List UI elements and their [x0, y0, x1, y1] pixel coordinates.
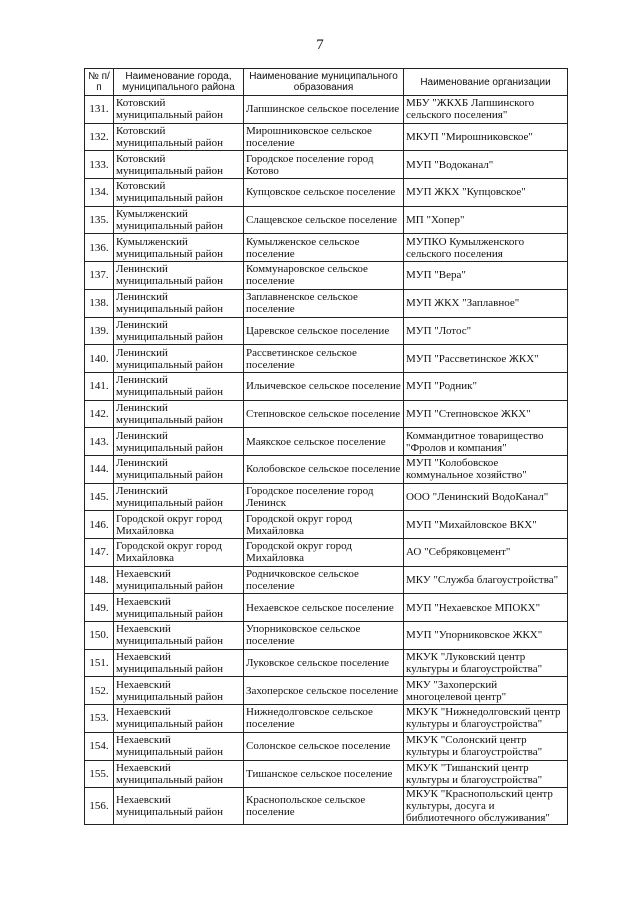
row-number-cell: 145.	[85, 483, 114, 511]
table-row	[85, 539, 568, 567]
district-cell: Ленинский муниципальный район	[114, 455, 244, 483]
header-district: Наименование города, муниципального района	[114, 69, 244, 96]
table-row	[85, 428, 568, 456]
organization-cell: МУП ЖКХ "Заплавное"	[404, 289, 568, 317]
organization-cell: МБУ "ЖКХБ Лапшинского сельского поселения"	[404, 96, 568, 124]
municipality-cell: Колобовское сельское поселение	[244, 455, 404, 483]
municipality-cell: Рассветинское сельское поселение	[244, 345, 404, 373]
row-number-cell: 147.	[85, 539, 114, 567]
district-cell: Ленинский муниципальный район	[114, 345, 244, 373]
row-number-cell: 140.	[85, 345, 114, 373]
row-number-cell: 153.	[85, 705, 114, 733]
table-row	[85, 483, 568, 511]
organization-cell: МКУК "Солонский центр культуры и благоустройства"	[404, 732, 568, 760]
row-number-cell: 133.	[85, 151, 114, 179]
row-number-cell: 141.	[85, 372, 114, 400]
organization-cell: МКУ "Служба благоустройства"	[404, 566, 568, 594]
row-number-cell: 150.	[85, 622, 114, 650]
table-body	[85, 96, 568, 825]
municipality-cell: Городское поселение город Котово	[244, 151, 404, 179]
table-row	[85, 317, 568, 345]
table-row	[85, 705, 568, 733]
organization-cell: МУП "Михайловское ВКХ"	[404, 511, 568, 539]
table-row	[85, 400, 568, 428]
organization-cell: МКУК "Нижнедолговский центр культуры и благоустройства"	[404, 705, 568, 733]
row-number-cell: 142.	[85, 400, 114, 428]
district-cell: Ленинский муниципальный район	[114, 317, 244, 345]
table-row	[85, 455, 568, 483]
municipality-cell: Слащевское сельское поселение	[244, 206, 404, 234]
municipality-cell: Городской округ город Михайловка	[244, 539, 404, 567]
table-row	[85, 234, 568, 262]
page-number: 7	[316, 37, 324, 53]
organization-cell: МП "Хопер"	[404, 206, 568, 234]
municipality-cell: Городское поселение город Ленинск	[244, 483, 404, 511]
district-cell: Ленинский муниципальный район	[114, 372, 244, 400]
table-row	[85, 151, 568, 179]
row-number-cell: 132.	[85, 123, 114, 151]
table-row	[85, 788, 568, 825]
municipality-cell: Краснопольское сельское поселение	[244, 788, 404, 825]
district-cell: Городской округ город Михайловка	[114, 539, 244, 567]
municipality-cell: Кумылженское сельское поселение	[244, 234, 404, 262]
row-number-cell: 155.	[85, 760, 114, 788]
municipality-cell: Лапшинское сельское поселение	[244, 96, 404, 124]
table-row	[85, 732, 568, 760]
district-cell: Нехаевский муниципальный район	[114, 677, 244, 705]
district-cell: Нехаевский муниципальный район	[114, 705, 244, 733]
district-cell: Ленинский муниципальный район	[114, 262, 244, 290]
row-number-cell: 139.	[85, 317, 114, 345]
organization-cell: МУП "Родник"	[404, 372, 568, 400]
district-cell: Котовский муниципальный район	[114, 96, 244, 124]
table-header-row	[85, 69, 568, 96]
table-row	[85, 760, 568, 788]
organization-cell: МУП "Упорниковское ЖКХ"	[404, 622, 568, 650]
row-number-cell: 131.	[85, 96, 114, 124]
table-row	[85, 262, 568, 290]
organization-cell: МКУК "Краснопольский центр культуры, досуга и библиотечного обслуживания"	[404, 788, 568, 825]
organization-cell: МУП "Рассветинское ЖКХ"	[404, 345, 568, 373]
district-cell: Котовский муниципальный район	[114, 179, 244, 207]
district-cell: Нехаевский муниципальный район	[114, 594, 244, 622]
organization-cell: МУП "Водоканал"	[404, 151, 568, 179]
district-cell: Кумылженский муниципальный район	[114, 206, 244, 234]
row-number-cell: 136.	[85, 234, 114, 262]
organization-cell: МУП "Колобовское коммунальное хозяйство"	[404, 455, 568, 483]
organization-cell: МУП "Степновское ЖКХ"	[404, 400, 568, 428]
table-row	[85, 206, 568, 234]
row-number-cell: 135.	[85, 206, 114, 234]
municipality-cell: Маякское сельское поселение	[244, 428, 404, 456]
district-cell: Нехаевский муниципальный район	[114, 788, 244, 825]
row-number-cell: 143.	[85, 428, 114, 456]
row-number-cell: 146.	[85, 511, 114, 539]
municipality-cell: Коммунаровское сельское поселение	[244, 262, 404, 290]
table-row	[85, 566, 568, 594]
organization-cell: Коммандитное товарищество "Фролов и компания"	[404, 428, 568, 456]
row-number-cell: 154.	[85, 732, 114, 760]
table-row	[85, 622, 568, 650]
header-organization: Наименование организации	[404, 69, 568, 96]
district-cell: Ленинский муниципальный район	[114, 428, 244, 456]
row-number-cell: 149.	[85, 594, 114, 622]
municipality-cell: Нижнедолговское сельское поселение	[244, 705, 404, 733]
row-number-cell: 151.	[85, 649, 114, 677]
table-row	[85, 96, 568, 124]
table-row	[85, 594, 568, 622]
district-cell: Нехаевский муниципальный район	[114, 622, 244, 650]
district-cell: Ленинский муниципальный район	[114, 289, 244, 317]
table-row	[85, 179, 568, 207]
district-cell: Нехаевский муниципальный район	[114, 760, 244, 788]
row-number-cell: 144.	[85, 455, 114, 483]
organization-cell: ООО "Ленинский ВодоКанал"	[404, 483, 568, 511]
organization-cell: МУП "Вера"	[404, 262, 568, 290]
table-row	[85, 649, 568, 677]
organization-cell: АО "Себряковцемент"	[404, 539, 568, 567]
organization-cell: МКУК "Луковский центр культуры и благоустройства"	[404, 649, 568, 677]
organization-cell: МУП "Нехаевское МПОКХ"	[404, 594, 568, 622]
organization-cell: МУП ЖКХ "Купцовское"	[404, 179, 568, 207]
district-cell: Нехаевский муниципальный район	[114, 566, 244, 594]
municipality-cell: Нехаевское сельское поселение	[244, 594, 404, 622]
municipality-cell: Мирошниковское сельское поселение	[244, 123, 404, 151]
row-number-cell: 138.	[85, 289, 114, 317]
header-municipality: Наименование муниципального образования	[244, 69, 404, 96]
municipality-cell: Степновское сельское поселение	[244, 400, 404, 428]
district-cell: Ленинский муниципальный район	[114, 400, 244, 428]
district-cell: Ленинский муниципальный район	[114, 483, 244, 511]
header-number: № п/п	[85, 69, 114, 96]
row-number-cell: 152.	[85, 677, 114, 705]
table-row	[85, 345, 568, 373]
organization-cell: МКУК "Тишанский центр культуры и благоустройства"	[404, 760, 568, 788]
row-number-cell: 134.	[85, 179, 114, 207]
organizations-table	[84, 68, 568, 825]
table-row	[85, 123, 568, 151]
district-cell: Городской округ город Михайловка	[114, 511, 244, 539]
municipality-cell: Тишанское сельское поселение	[244, 760, 404, 788]
district-cell: Котовский муниципальный район	[114, 123, 244, 151]
organization-cell: МУПКО Кумылженского сельского поселения	[404, 234, 568, 262]
table-row	[85, 372, 568, 400]
row-number-cell: 137.	[85, 262, 114, 290]
municipality-cell: Купцовское сельское поселение	[244, 179, 404, 207]
municipality-cell: Родничковское сельское поселение	[244, 566, 404, 594]
district-cell: Нехаевский муниципальный район	[114, 649, 244, 677]
district-cell: Кумылженский муниципальный район	[114, 234, 244, 262]
district-cell: Нехаевский муниципальный район	[114, 732, 244, 760]
district-cell: Котовский муниципальный район	[114, 151, 244, 179]
municipality-cell: Городской округ город Михайловка	[244, 511, 404, 539]
organization-cell: МУП "Лотос"	[404, 317, 568, 345]
municipality-cell: Ильичевское сельское поселение	[244, 372, 404, 400]
table-row	[85, 289, 568, 317]
row-number-cell: 148.	[85, 566, 114, 594]
municipality-cell: Царевское сельское поселение	[244, 317, 404, 345]
row-number-cell: 156.	[85, 788, 114, 825]
organization-cell: МКУ "Захоперский многоцелевой центр"	[404, 677, 568, 705]
municipality-cell: Солонское сельское поселение	[244, 732, 404, 760]
organization-cell: МКУП "Мирошниковское"	[404, 123, 568, 151]
table-row	[85, 511, 568, 539]
table-row	[85, 677, 568, 705]
municipality-cell: Упорниковское сельское поселение	[244, 622, 404, 650]
municipality-cell: Луковское сельское поселение	[244, 649, 404, 677]
municipality-cell: Заплавненское сельское поселение	[244, 289, 404, 317]
municipality-cell: Захоперское сельское поселение	[244, 677, 404, 705]
